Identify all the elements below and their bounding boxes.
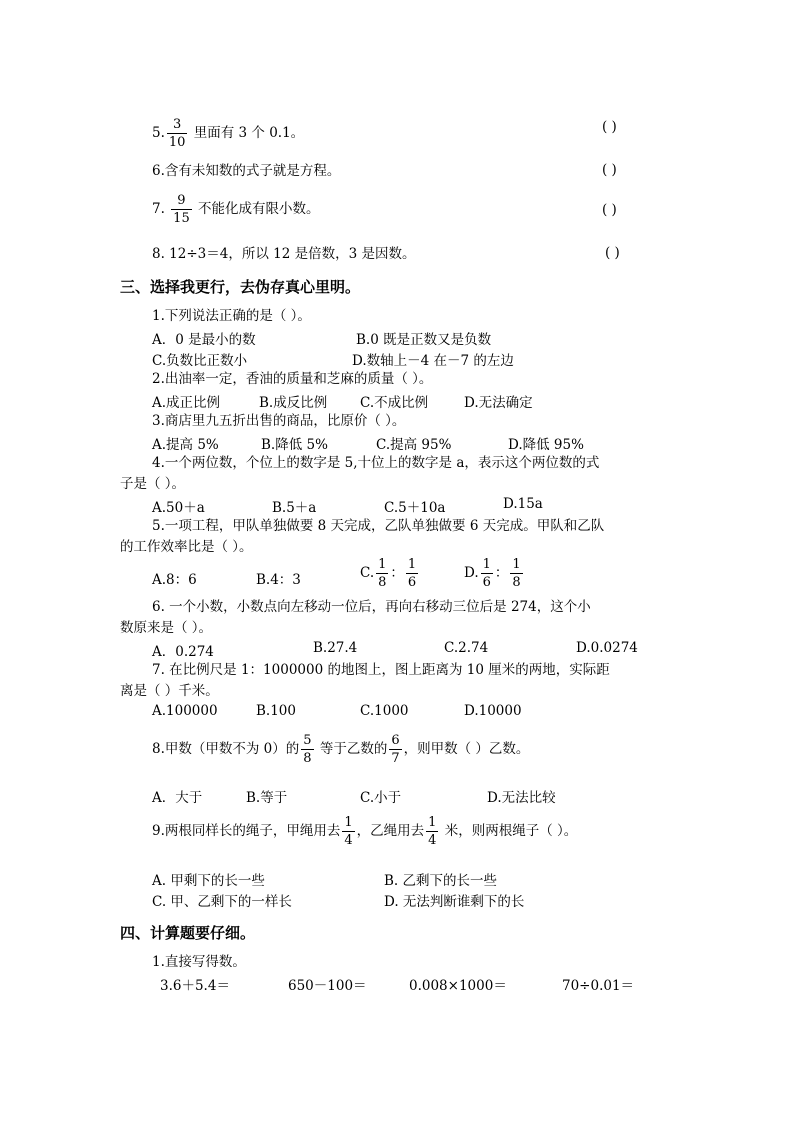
s3-q3-stem: 3.商店里九五折出售的商品，比原价（ ）。 <box>152 413 406 429</box>
s3-q6-option-a[interactable]: A．0.274 <box>152 644 214 660</box>
s3-q2-option-b[interactable]: B.成反比例 <box>259 395 328 411</box>
fraction-6-7: $\frac{6}{7}$ <box>391 733 400 766</box>
fraction-1-4: $\frac{1}{4}$ <box>344 815 353 848</box>
judge-q5-text: 里面有 3 个 0.1。 <box>189 125 305 141</box>
s3-q5-stem-line2: 的工作效率比是（ ）。 <box>120 539 253 555</box>
option-c-label: C. <box>360 565 375 581</box>
s3-q3-option-b[interactable]: B.降低 5% <box>261 437 328 453</box>
ratio-colon: ： <box>390 565 404 581</box>
judge-q5-prefix: 5. <box>152 125 165 141</box>
s3-q1-option-c[interactable]: C.负数比正数小 <box>152 353 248 369</box>
s3-q4-stem-line2: 子是（ ）。 <box>120 476 186 492</box>
s4-expr-3: 0.008×1000＝ <box>409 978 507 994</box>
s3-q5-option-a[interactable]: A.8：6 <box>152 572 197 588</box>
fraction-3-10: $\frac{3}{10}$ <box>168 117 186 150</box>
s3-q9-option-c[interactable]: C. 甲、乙剩下的一样长 <box>152 894 292 910</box>
s3-q2-option-c[interactable]: C.不成比例 <box>360 395 429 411</box>
fraction-1-6: $\frac{1}{6}$ <box>407 557 417 590</box>
s3-q1-stem: 1.下列说法正确的是（ ）。 <box>152 308 311 324</box>
section-4-title: 四、计算题要仔细。 <box>120 924 256 942</box>
s3-q8-option-c[interactable]: C.小于 <box>360 790 402 806</box>
judge-q6: 6.含有未知数的式子就是方程。 <box>152 163 341 179</box>
s3-q8-stem <box>152 734 529 765</box>
s3-q4-option-a[interactable]: A.50＋a <box>152 500 205 516</box>
s3-q7-option-a[interactable]: A.100000 <box>152 703 218 719</box>
s3-q7-option-d[interactable]: D.10000 <box>464 703 522 719</box>
ratio-colon: ： <box>494 565 509 581</box>
s3-q2-option-d[interactable]: D.无法确定 <box>464 395 533 411</box>
s3-q8-text-part3: ，则甲数（ ）乙数。 <box>403 741 530 757</box>
answer-paren[interactable]: ( ) <box>602 162 617 178</box>
judge-q7 <box>152 194 320 225</box>
s4-expr-4: 70÷0.01＝ <box>562 978 635 994</box>
judge-q8: 8. 12÷3＝4，所以 12 是倍数，3 是因数。 <box>152 246 416 262</box>
s3-q6-option-c[interactable]: C.2.74 <box>444 640 489 656</box>
s3-q5-stem-line1: 5.一项工程，甲队单独做要 8 天完成，乙队单独做要 6 天完成。甲队和乙队 <box>152 518 605 534</box>
s3-q5-option-c[interactable] <box>360 558 420 589</box>
s3-q9-option-d[interactable]: D. 无法判断谁剩下的长 <box>384 894 525 910</box>
s4-expr-2: 650－100＝ <box>288 978 367 994</box>
judge-q5 <box>152 118 304 149</box>
s3-q6-stem-line2: 数原来是（ ）。 <box>120 620 213 636</box>
s3-q8-text-part2: 等于乙数的 <box>315 741 388 757</box>
answer-paren[interactable]: ( ) <box>602 119 617 135</box>
option-d-label: D. <box>464 565 479 581</box>
answer-paren[interactable]: ( ) <box>605 245 620 261</box>
judge-q7-text: 不能化成有限小数。 <box>193 201 320 217</box>
s3-q6-option-b[interactable]: B.27.4 <box>313 640 358 656</box>
s4-q1-stem: 1.直接写得数。 <box>152 954 246 970</box>
s3-q3-option-a[interactable]: A.提高 5% <box>152 437 219 453</box>
s4-expr-1: 3.6＋5.4＝ <box>160 978 230 994</box>
s3-q4-stem-line1: 4.一个两位数，个位上的数字是 5,十位上的数字是 a，表示这个两位数的式 <box>152 455 600 471</box>
fraction-1-4: $\frac{1}{4}$ <box>428 815 437 848</box>
fraction-1-8: $\frac{1}{8}$ <box>512 557 521 590</box>
s3-q7-option-b[interactable]: B.100 <box>256 703 296 719</box>
s3-q2-stem: 2.出油率一定，香油的质量和芝麻的质量（ ）。 <box>152 371 433 387</box>
section-3-title: 三、选择我更行，去伪存真心里明。 <box>120 278 361 296</box>
answer-paren[interactable]: ( ) <box>602 202 617 218</box>
fraction-1-6: $\frac{1}{6}$ <box>482 557 491 590</box>
s3-q7-stem-line1: 7. 在比例尺是 1：1000000 的地图上，图上距离为 10 厘米的两地，实际距 <box>152 662 610 678</box>
fraction-5-8: $\frac{5}{8}$ <box>303 733 312 766</box>
s3-q6-stem-line1: 6. 一个小数，小数点向左移动一位后，再向右移动三位后是 274，这个小 <box>152 599 591 615</box>
s3-q1-option-a[interactable]: A．0 是最小的数 <box>152 332 256 348</box>
s3-q8-option-a[interactable]: A．大于 <box>152 790 203 806</box>
s3-q8-option-b[interactable]: B.等于 <box>246 790 288 806</box>
s3-q5-option-d[interactable] <box>464 558 525 589</box>
s3-q1-option-d[interactable]: D.数轴上－4 在－7 的左边 <box>352 353 514 369</box>
s3-q9-text-part2: ，乙绳用去 <box>356 823 425 839</box>
s3-q9-option-a[interactable]: A. 甲剩下的长一些 <box>152 873 265 889</box>
s3-q5-option-b[interactable]: B.4：3 <box>256 572 301 588</box>
s3-q9-text-part1: 9.两根同样长的绳子，甲绳用去 <box>152 823 341 839</box>
judge-q7-prefix: 7. <box>152 201 170 217</box>
s3-q1-option-b[interactable]: B.0 既是正数又是负数 <box>356 332 492 348</box>
s3-q4-option-b[interactable]: B.5＋a <box>272 500 317 516</box>
s3-q8-text-part1: 8.甲数（甲数不为 0）的 <box>152 741 300 757</box>
s3-q9-stem <box>152 816 577 847</box>
s3-q9-option-b[interactable]: B. 乙剩下的长一些 <box>384 873 498 889</box>
fraction-1-8: $\frac{1}{8}$ <box>378 557 387 590</box>
s3-q3-option-c[interactable]: C.提高 95% <box>376 437 452 453</box>
s3-q4-option-d[interactable]: D.15a <box>503 496 543 512</box>
s3-q9-text-part3: 米，则两根绳子（ ）。 <box>440 823 578 839</box>
s3-q8-option-d[interactable]: D.无法比较 <box>487 790 556 806</box>
s3-q4-option-c[interactable]: C.5＋10a <box>384 500 446 516</box>
fraction-9-15: $\frac{9}{15}$ <box>173 193 190 226</box>
s3-q3-option-d[interactable]: D.降低 95% <box>508 437 584 453</box>
s3-q6-option-d[interactable]: D.0.0274 <box>576 640 638 656</box>
s3-q7-stem-line2: 离是（ ）千米。 <box>120 683 219 699</box>
s3-q7-option-c[interactable]: C.1000 <box>360 703 409 719</box>
s3-q2-option-a[interactable]: A.成正比例 <box>152 395 221 411</box>
